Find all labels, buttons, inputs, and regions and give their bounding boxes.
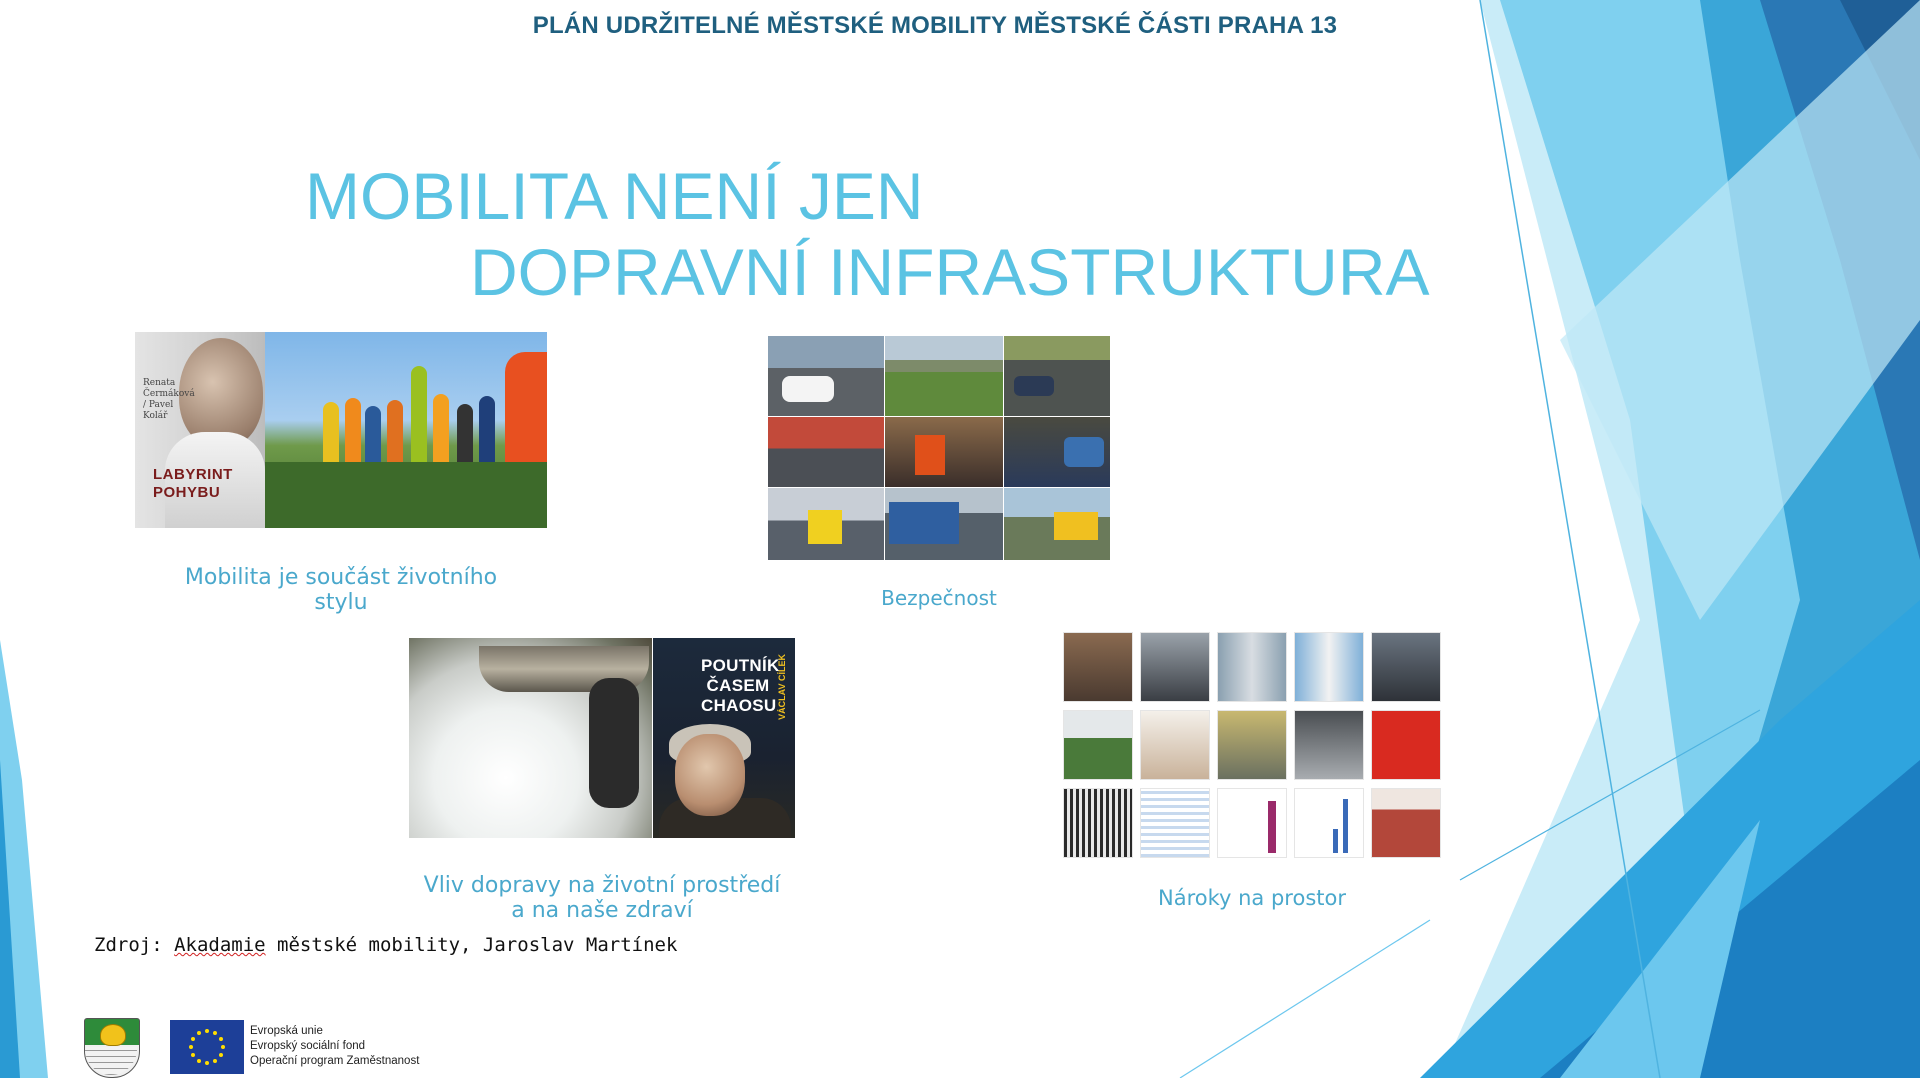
exhaust-smoke-photo	[409, 638, 652, 838]
collage-cell-road-compare-2	[1294, 632, 1364, 702]
book2-author: VÁCLAV CÍLEK	[777, 654, 787, 720]
collage-cell-crowd	[1371, 788, 1441, 858]
lifestyle-caption: Mobilita je součást životního stylu	[184, 565, 498, 615]
collage-cell-table	[1140, 788, 1210, 858]
collage-cell-highway	[768, 336, 884, 416]
source-note: Zdroj: Akadamie městské mobility, Jaroslav Martínek	[94, 934, 678, 956]
collage-cell-traffic	[1140, 632, 1210, 702]
slide-title-line1: MOBILITA NENÍ JEN	[305, 159, 924, 233]
collage-cell-truck	[885, 488, 1003, 560]
collage-cell-cars-grid	[1063, 788, 1133, 858]
collage-cell-street	[768, 417, 884, 487]
collage-cell-red-poster	[1371, 710, 1441, 780]
eu-flag-icon	[170, 1020, 244, 1074]
collage-cell-free-space-poster	[1140, 710, 1210, 780]
book-title: LABYRINT POHYBU	[153, 466, 233, 501]
collage-cell-ambulance	[768, 488, 884, 560]
prague13-crest-icon	[84, 1018, 140, 1078]
eu-funding-text: Evropská unie Evropský sociální fond Operační program Zaměstnanost	[250, 1025, 420, 1067]
collage-cell-jam	[1217, 710, 1287, 780]
event-crowd-photo	[265, 332, 547, 528]
collage-cell-bar-chart-2	[1294, 788, 1364, 858]
collage-cell-rescue	[885, 417, 1003, 487]
safety-collage	[768, 336, 1110, 560]
collage-cell-crash	[1004, 417, 1110, 487]
book-author: Renata Čermáková / Pavel Kolář	[143, 378, 195, 421]
collage-cell-sculpture	[1063, 710, 1133, 780]
collage-cell-road-compare-1	[1217, 632, 1287, 702]
collage-cell-bikes	[1063, 632, 1133, 702]
space-caption: Nároky na prostor	[1158, 886, 1346, 910]
collage-cell-parking	[1004, 336, 1110, 416]
collage-cell-bus	[1371, 632, 1441, 702]
lifestyle-image	[135, 332, 547, 528]
collage-cell-bridge	[885, 336, 1003, 416]
collage-cell-street-view	[1294, 710, 1364, 780]
book2-title: POUTNÍK ČASEM CHAOSU	[701, 656, 780, 715]
collage-cell-crane	[1004, 488, 1110, 560]
book-cover-poutnik-casem-chaosu	[653, 638, 795, 838]
space-collage	[1063, 632, 1441, 858]
environment-caption: Vliv dopravy na životní prostředí a na naše zdraví	[423, 873, 781, 923]
plan-title: PLÁN UDRŽITELNÉ MĚSTSKÉ MOBILITY MĚSTSKÉ ČÁSTI PRAHA 13	[532, 12, 1338, 39]
collage-cell-bar-chart-1	[1217, 788, 1287, 858]
environment-image	[409, 638, 795, 838]
book-cover-labyrint-pohybu	[135, 332, 265, 528]
slide-title-line2: DOPRAVNÍ INFRASTRUKTURA	[470, 235, 1430, 309]
safety-caption: Bezpečnost	[881, 586, 997, 610]
